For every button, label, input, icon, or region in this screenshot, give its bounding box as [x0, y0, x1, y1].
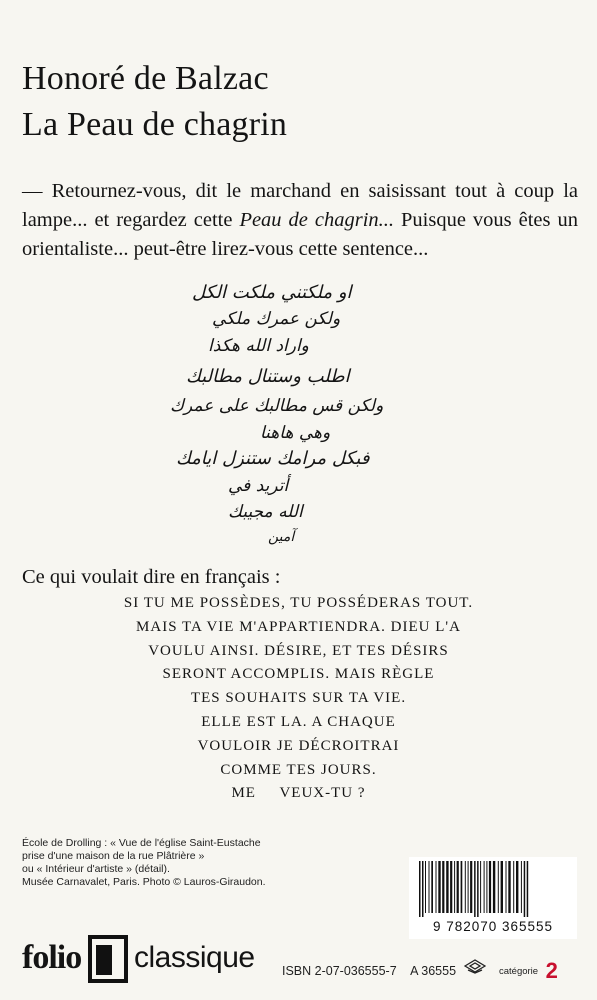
logo-frame-icon	[88, 935, 128, 983]
barcode-bar	[493, 861, 495, 913]
barcode-bar	[516, 861, 518, 913]
barcode-bar	[508, 861, 510, 913]
arabic-line: الله مجيبك	[228, 502, 303, 522]
barcode-bar	[484, 861, 485, 913]
barcode-bar	[419, 861, 421, 917]
barcode-bar	[429, 861, 430, 913]
barcode-bar	[431, 861, 433, 913]
barcode-bar	[524, 861, 526, 917]
barcode	[409, 857, 577, 939]
credit-line: ou « Intérieur d'artiste » (détail).	[22, 863, 170, 875]
barcode-bar	[461, 861, 463, 913]
quote-text-2: Puisque vous êtes un orientaliste... peut-être lirez-vous cette sentence...	[22, 209, 578, 260]
arabic-line: ولكن قس مطالبك على عمرك	[170, 396, 384, 416]
barcode-bar	[480, 861, 481, 913]
barcode-bar	[468, 861, 469, 913]
arabic-line: فبكل مرامك ستنزل ايامك	[176, 448, 370, 469]
barcode-bar	[470, 861, 472, 913]
barcode-bar	[506, 861, 507, 913]
verse-line: ELLE EST LA. A CHAQUE	[201, 713, 396, 730]
translation-intro: Ce qui voulait dire en français :	[22, 566, 281, 588]
barcode-bar	[446, 861, 448, 913]
arabic-line: وهي هاهنا	[260, 423, 331, 443]
credit-line: Musée Carnavalet, Paris. Photo © Lauros-Giraudon.	[22, 876, 266, 888]
barcode-bar	[521, 861, 522, 913]
verse-line: SI TU ME POSSÈDES, TU POSSÉDERAS TOUT.	[123, 595, 474, 611]
barcode-bar	[454, 861, 455, 913]
verse-line: ME VEUX-TU ?	[231, 785, 366, 802]
arabic-line: واراد الله هكذا	[208, 336, 309, 356]
image-credit	[22, 837, 266, 889]
barcode-bar	[422, 861, 424, 917]
gallimard-emblem-icon	[464, 958, 486, 974]
quote-italic: Peau de chagrin...	[239, 209, 395, 231]
barcode-bar	[489, 861, 491, 913]
barcode-bar	[477, 861, 479, 917]
barcode-bar	[501, 861, 503, 913]
barcode-bar	[465, 861, 466, 913]
book-title: La Peau de chagrin	[22, 106, 288, 143]
arabic-line: آمين	[268, 529, 295, 545]
credit-line: prise d'une maison de la rue Plâtrière »	[22, 850, 205, 862]
arabic-line: او ملكتني ملكت الكل	[192, 282, 352, 303]
verse-line: VOULOIR JE DÉCROITRAI	[197, 737, 400, 754]
verse-line: SERONT ACCOMPLIS. MAIS RÈGLE	[162, 666, 435, 683]
arabic-line: أتريد في	[228, 476, 289, 496]
isbn-row	[282, 958, 558, 984]
barcode-bar	[486, 861, 487, 913]
verse-line: COMME TES JOURS.	[220, 761, 377, 778]
barcode-bar	[457, 861, 459, 913]
isbn: ISBN 2-07-036555-7	[282, 964, 397, 978]
barcode-bar	[442, 861, 444, 913]
barcode-bar	[436, 861, 437, 913]
verse-line: VOULU AINSI. DÉSIRE, ET TES DÉSIRS	[148, 642, 449, 659]
category-number: 2	[545, 958, 558, 983]
barcode-bar	[450, 861, 452, 913]
barcode-bar	[498, 861, 499, 913]
logo-folio: folio	[22, 939, 82, 976]
barcode-bars	[409, 857, 577, 919]
credit-line: École de Drolling : « Vue de l'église Saint-Eustache	[22, 837, 261, 849]
logo-classique: classique	[134, 941, 255, 974]
verse-line: MAIS TA VIE M'APPARTIENDRA. DIEU L'A	[136, 618, 461, 635]
barcode-bar	[527, 861, 529, 917]
barcode-bar	[474, 861, 476, 917]
barcode-bar	[425, 861, 426, 913]
quote-text-1: — Retournez-vous, dit le marchand en saisissant tout à coup la lampe... et regardez cette	[22, 180, 578, 231]
barcode-bar	[438, 861, 440, 913]
translation-verse	[0, 592, 597, 806]
barcode-bar	[513, 861, 514, 913]
quote-paragraph	[22, 177, 578, 264]
author-name: Honoré de Balzac	[22, 60, 269, 97]
verse-line: TES SOUHAITS SUR TA VIE.	[190, 690, 407, 707]
category-label: catégorie	[499, 965, 539, 977]
barcode-number: 9 782070 365555	[432, 919, 554, 934]
arabic-inscription	[150, 282, 450, 552]
product-code: A 36555	[410, 964, 457, 978]
arabic-line: اطلب وستنال مطالبك	[186, 366, 350, 387]
arabic-line: ولكن عمرك ملكي	[212, 309, 341, 329]
